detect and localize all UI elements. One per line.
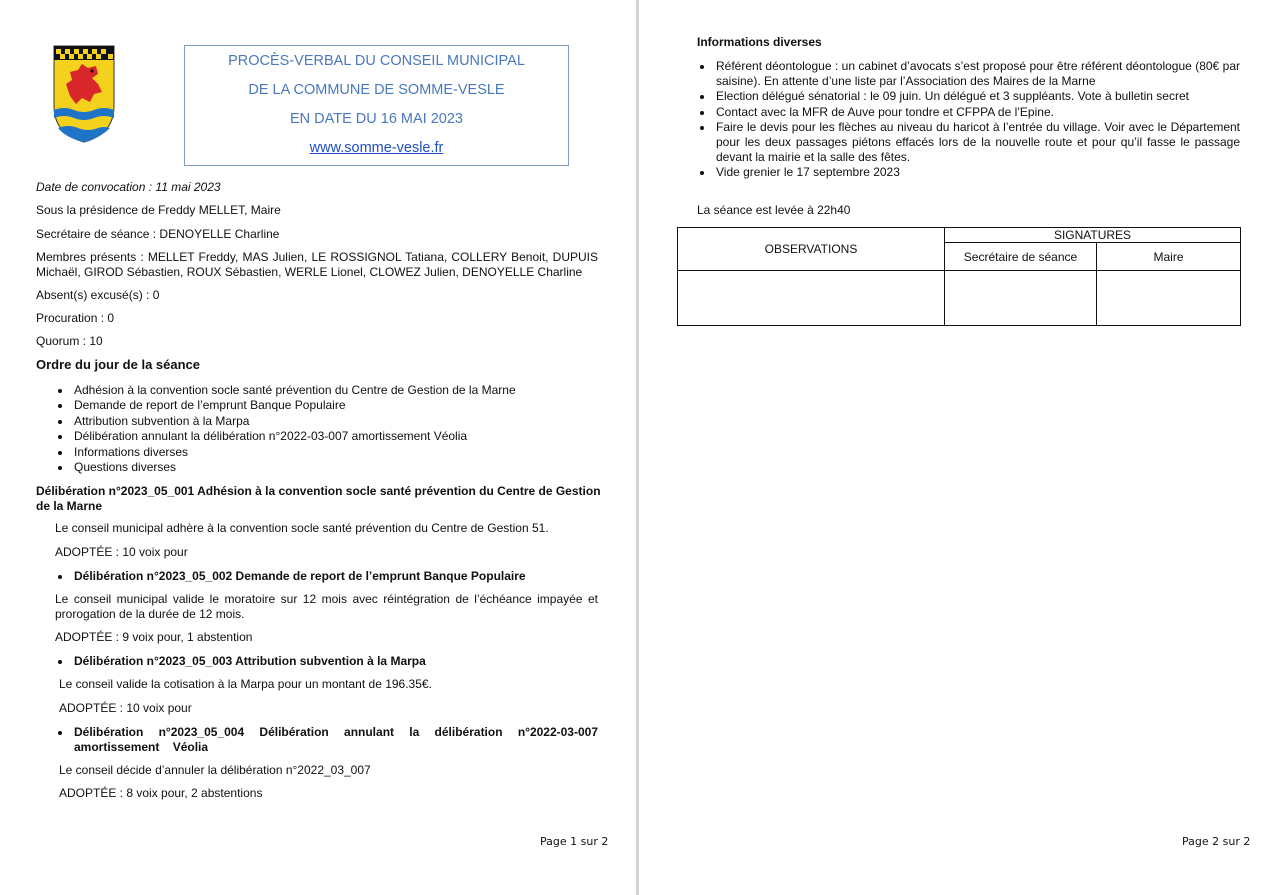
- list-item: Contact avec la MFR de Auve pour tondre et CFPPA de l’Epine.: [716, 105, 1054, 119]
- page-footer: Page 2 sur 2: [1182, 835, 1251, 848]
- signatures-header: SIGNATURES: [945, 228, 1241, 243]
- deliberation-2-title: Délibération n°2023_05_002 Demande de report de l’emprunt Banque Populaire: [74, 569, 526, 583]
- deliberation-4-vote: ADOPTÉE : 8 voix pour, 2 abstentions: [59, 786, 263, 800]
- deliberation-1-text: Le conseil municipal adhère à la convention socle santé prévention du Centre de Gestion 51.: [55, 521, 549, 535]
- deliberation-1-vote: ADOPTÉE : 10 voix pour: [55, 545, 188, 559]
- deliberation-3-text: Le conseil valide la cotisation à la Marpa pour un montant de 196.35€.: [59, 677, 432, 691]
- list-item: Election délégué sénatorial : le 09 juin. Un délégué et 3 suppléants. Vote à bulletin secret: [716, 89, 1189, 103]
- list-item: Vide grenier le 17 septembre 2023: [716, 165, 900, 179]
- secretaire-signature-cell[interactable]: [945, 271, 1097, 326]
- header-date: EN DATE DU 16 MAI 2023: [290, 111, 463, 127]
- page-2: [639, 0, 1274, 895]
- procuration: Procuration : 0: [36, 311, 115, 325]
- ordre-du-jour-title: Ordre du jour de la séance: [36, 357, 200, 372]
- deliberation-2-text: Le conseil municipal valide le moratoire sur 12 mois avec réintégration de l’échéance impayée et prorogation de la durée de 12 mois.: [55, 592, 598, 621]
- list-item: Référent déontologue : un cabinet d’avocats s’est proposé pour être référent déontologue (80€ par saisine). En attente d’une liste par l’Association des Maires de la Marne: [716, 59, 1240, 88]
- observations-cell[interactable]: [678, 271, 945, 326]
- header-title-line1: PROCÈS-VERBAL DU CONSEIL MUNICIPAL: [228, 53, 525, 69]
- list-item: Faire le devis pour les flèches au niveau du haricot à l’entrée du village. Voir avec le Département pour les deux passages piétons effacés lors de la nouvelle route et pour qu’il fasse le passage devant la mairie et la salle des fêtes.: [716, 120, 1240, 164]
- maire-header: Maire: [1097, 243, 1241, 271]
- presidence: Sous la présidence de Freddy MELLET, Maire: [36, 203, 281, 217]
- membres-presents: Membres présents : MELLET Freddy, MAS Julien, LE ROSSIGNOL Tatiana, COLLERY Benoit, DUPUIS Michaël, GIROD Sébastien, ROUX Sébastien, WERLE Lionel, CLOWEZ Julien, DENOYELLE Charline: [36, 250, 598, 279]
- list-item: Délibération annulant la délibération n°2022-03-007 amortissement Véolia: [74, 429, 468, 443]
- deliberation-3-vote: ADOPTÉE : 10 voix pour: [59, 701, 192, 715]
- deliberation-4-text: Le conseil décide d’annuler la délibération n°2022_03_007: [59, 763, 371, 777]
- page-1: [0, 0, 636, 895]
- maire-signature-cell[interactable]: [1097, 271, 1241, 326]
- deliberation-3-title: Délibération n°2023_05_003 Attribution subvention à la Marpa: [74, 654, 426, 668]
- list-item: Attribution subvention à la Marpa: [74, 414, 250, 428]
- secretaire-header: Secrétaire de séance: [945, 243, 1097, 271]
- informations-diverses-title: Informations diverses: [697, 35, 822, 49]
- seance-levee: La séance est levée à 22h40: [697, 203, 851, 217]
- website-link[interactable]: www.somme-vesle.fr: [309, 140, 444, 156]
- quorum: Quorum : 10: [36, 334, 103, 348]
- deliberation-4-title: Délibération n°2023_05_004 Délibération annulant la délibération n°2022-03-007 amortissement Véolia: [74, 725, 598, 754]
- list-item: Informations diverses: [74, 445, 189, 459]
- coat-of-arms-icon: [52, 44, 116, 144]
- deliberation-1-title: Délibération n°2023_05_001 Adhésion à la convention socle santé prévention du Centre de Gestion de la Marne: [36, 484, 601, 513]
- signatures-table: [677, 227, 1241, 326]
- document-header: [184, 45, 569, 166]
- list-item: Adhésion à la convention socle santé prévention du Centre de Gestion de la Marne: [74, 383, 516, 397]
- list-item: Demande de report de l’emprunt Banque Populaire: [74, 398, 346, 412]
- list-item: Questions diverses: [74, 460, 177, 474]
- observations-header: OBSERVATIONS: [678, 228, 945, 271]
- deliberation-2-vote: ADOPTÉE : 9 voix pour, 1 abstention: [55, 630, 253, 644]
- secretaire-seance: Secrétaire de séance : DENOYELLE Charline: [36, 227, 280, 241]
- page-footer: Page 1 sur 2: [540, 835, 609, 848]
- absents: Absent(s) excusé(s) : 0: [36, 288, 160, 302]
- header-title-line2: DE LA COMMUNE DE SOMME-VESLE: [248, 82, 505, 98]
- convocation-date: Date de convocation : 11 mai 2023: [36, 180, 221, 194]
